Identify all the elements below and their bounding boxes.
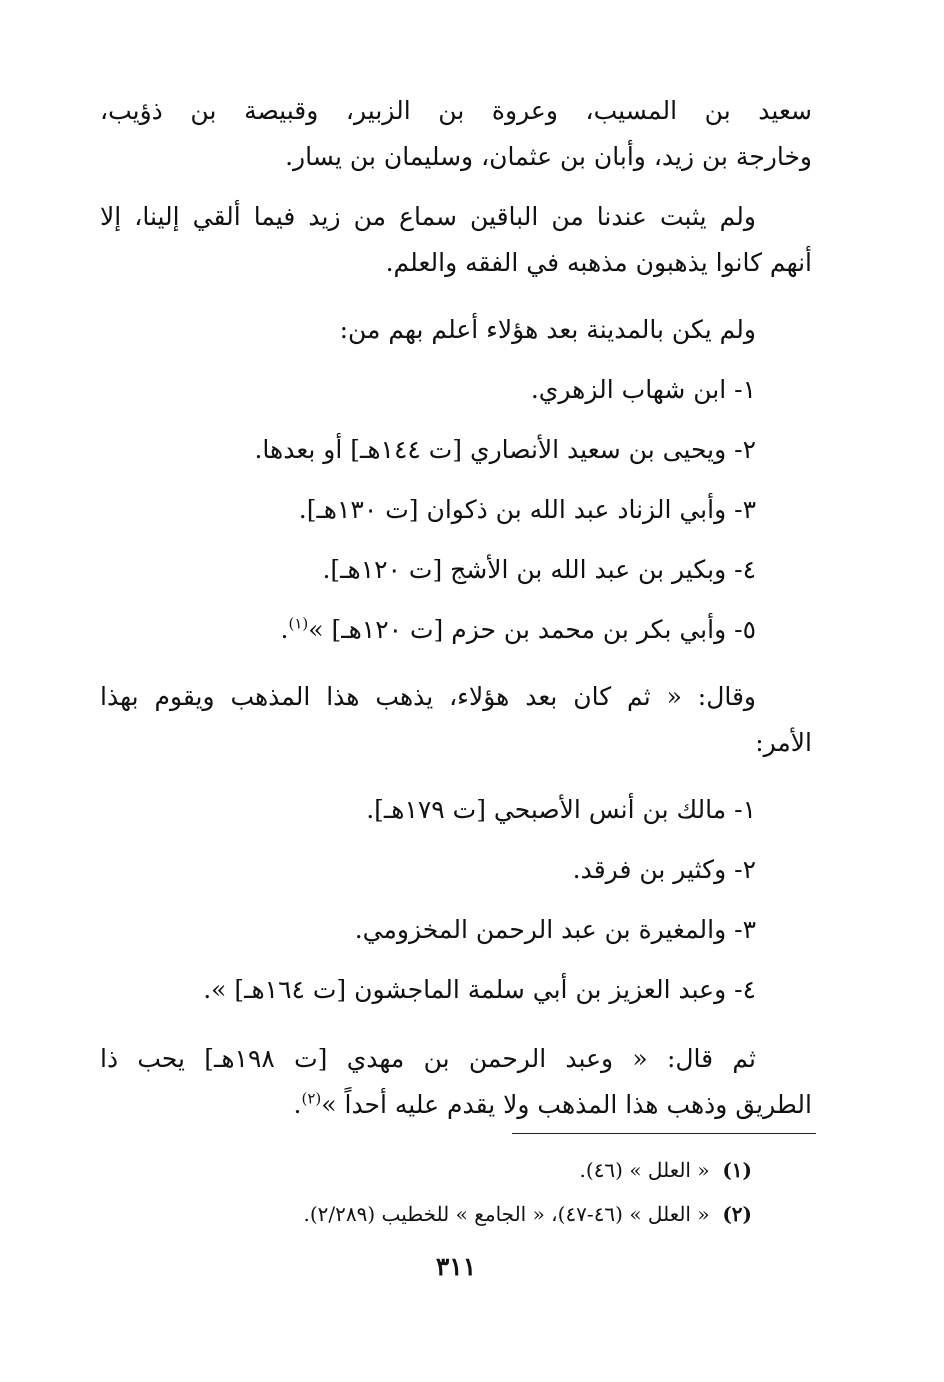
footnote-text: « العلل » (٤٦).: [579, 1158, 710, 1182]
text-line: الأمر:: [755, 728, 812, 757]
text-line: وقال: « ثم كان بعد هؤلاء، يذهب هذا المذهب ويقوم بهذا: [100, 682, 756, 711]
list-item: ٢- وكثير بن فرقد.: [572, 855, 756, 884]
text-line: [100, 1082, 812, 1128]
footnote-marker: (١): [722, 1158, 752, 1182]
list-item: ١- مالك بن أنس الأصبحي [ت ١٧٩هـ].: [366, 795, 756, 824]
list-item: ٤- وعبد العزيز بن أبي سلمة الماجشون [ت ١٦٤هـ] ».: [203, 975, 756, 1004]
footnote-ref-2: (٢): [301, 1089, 322, 1108]
list-item: ٣- وأبي الزناد عبد الله بن ذكوان [ت ١٣٠هـ].: [298, 495, 756, 524]
main-text: [100, 88, 812, 1128]
footnote-text: « العلل » (٤٦-٤٧)، « الجامع » للخطيب (٢/٢٨٩).: [303, 1202, 710, 1226]
list-intro: ولم يكن بالمدينة بعد هؤلاء أعلم بهم من:: [339, 315, 756, 344]
text-line: أنهم كانوا يذهبون مذهبه في الفقه والعلم.: [385, 248, 812, 277]
list-item: ٣- والمغيرة بن عبد الرحمن المخزومي.: [354, 915, 756, 944]
footnote-marker: (٢): [722, 1202, 752, 1226]
footnote-divider: [512, 1133, 816, 1134]
list-item: ٤- وبكير بن عبد الله بن الأشج [ت ١٢٠هـ].: [322, 555, 756, 584]
footnotes: [100, 1148, 752, 1236]
footnote: [100, 1192, 752, 1236]
list-item-tail: .: [280, 615, 289, 644]
text-line: سعيد بن المسيب، وعروة بن الزبير، وقبيصة بن ذؤيب،: [100, 96, 812, 125]
text-line: ولم يثبت عندنا من الباقين سماع من زيد فيما ألقي إلينا، إلا: [100, 202, 756, 231]
list-item: [100, 600, 812, 660]
page-number: ٣١١: [435, 1252, 477, 1281]
footnote-ref-1: (١): [288, 614, 309, 633]
text-line-tail: .: [293, 1090, 302, 1119]
list-item: ٢- ويحيى بن سعيد الأنصاري [ت ١٤٤هـ] أو بعدها.: [254, 435, 756, 464]
text-line-content: الطريق وذهب هذا المذهب ولا يقدم عليه أحداً »: [321, 1090, 812, 1119]
list-item: ١- ابن شهاب الزهري.: [530, 375, 756, 404]
footnote: [100, 1148, 752, 1192]
list-item-text: ٥- وأبي بكر بن محمد بن حزم [ت ١٢٠هـ] »: [308, 615, 756, 644]
text-line: ثم قال: « وعبد الرحمن بن مهدي [ت ١٩٨هـ] يحب ذا: [100, 1044, 756, 1073]
text-line: وخارجة بن زيد، وأبان بن عثمان، وسليمان بن يسار.: [285, 142, 812, 171]
